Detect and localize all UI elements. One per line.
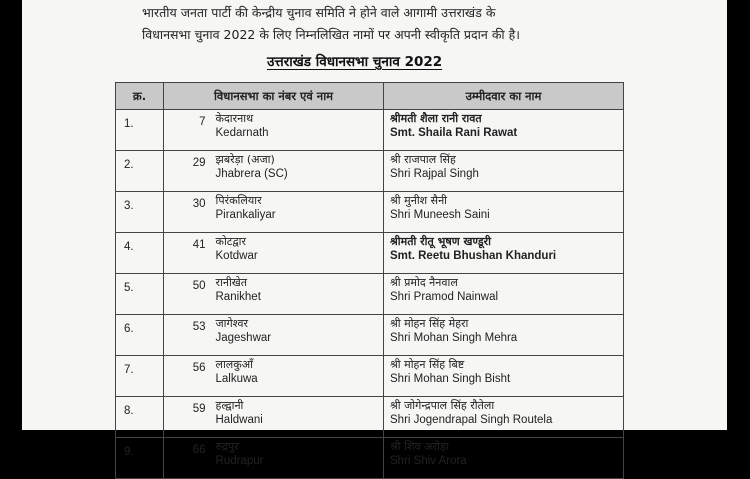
header-constituency: विधानसभा का नंबर एवं नाम	[164, 83, 384, 110]
constituency-number: 30	[164, 192, 210, 233]
intro-paragraph	[142, 2, 732, 46]
constituency-name	[210, 315, 384, 356]
candidate-table	[115, 82, 624, 479]
row-sno: 6.	[116, 315, 164, 356]
constituency-name	[210, 274, 384, 315]
table-row	[116, 356, 624, 397]
row-sno: 3.	[116, 192, 164, 233]
table-row	[116, 110, 624, 151]
constituency-name	[210, 397, 384, 438]
candidate-name	[384, 315, 624, 356]
candidate-name	[384, 233, 624, 274]
table-header-row	[116, 83, 624, 110]
candidate-name-english: Shri Shiv Arora	[390, 455, 467, 467]
constituency-name-hindi: हल्द्वानी	[215, 399, 244, 412]
constituency-number: 7	[164, 110, 210, 151]
row-sno: 9.	[116, 438, 164, 479]
constituency-name-english: Jageshwar	[215, 332, 272, 344]
candidate-name-english: Shri Pramod Nainwal	[390, 291, 499, 303]
candidate-name-hindi: श्री मोहन सिंह मेहरा	[390, 317, 469, 330]
row-sno: 5.	[116, 274, 164, 315]
candidate-name-hindi: श्री प्रमोद नैनवाल	[390, 276, 458, 289]
candidate-name-english: Shri Mohan Singh Mehra	[390, 332, 518, 344]
candidate-name	[384, 438, 624, 479]
constituency-number: 53	[164, 315, 210, 356]
document-page	[22, 0, 727, 467]
constituency-number: 56	[164, 356, 210, 397]
candidate-name	[384, 356, 624, 397]
constituency-name	[210, 233, 384, 274]
table-row	[116, 151, 624, 192]
constituency-name	[210, 110, 384, 151]
constituency-name-hindi: पिरंकलियार	[215, 194, 262, 207]
row-sno: 7.	[116, 356, 164, 397]
row-sno: 1.	[116, 110, 164, 151]
constituency-name-english: Pirankaliyar	[215, 209, 276, 221]
candidate-name-hindi: श्री शिव अरोड़ा	[390, 440, 449, 453]
candidate-name-hindi: श्री मुनीश सैनी	[390, 194, 448, 207]
candidate-name-hindi: श्री जोगेन्द्रपाल सिंह रौतेला	[390, 399, 495, 412]
constituency-number: 41	[164, 233, 210, 274]
row-sno: 4.	[116, 233, 164, 274]
candidate-name	[384, 192, 624, 233]
constituency-name-hindi: रुद्रपुर	[215, 440, 239, 453]
constituency-name-english: Haldwani	[215, 414, 263, 426]
constituency-name-hindi: झबरेड़ा (अजा)	[215, 153, 275, 166]
constituency-name-english: Ranikhet	[215, 291, 261, 303]
candidate-name-hindi: श्री राजपाल सिंह	[390, 153, 456, 166]
constituency-name-english: Kotdwar	[215, 250, 258, 262]
candidate-name-english: Shri Rajpal Singh	[390, 168, 479, 180]
table-row	[116, 233, 624, 274]
candidate-name	[384, 110, 624, 151]
constituency-name-english: Jhabrera (SC)	[215, 168, 288, 180]
table-row	[116, 274, 624, 315]
candidate-name-hindi: श्री मोहन सिंह बिष्ट	[390, 358, 465, 371]
row-sno: 8.	[116, 397, 164, 438]
constituency-number: 50	[164, 274, 210, 315]
constituency-name-english: Kedarnath	[215, 127, 269, 139]
constituency-name	[210, 192, 384, 233]
constituency-name-english: Lalkuwa	[215, 373, 258, 385]
table-row	[116, 438, 624, 479]
constituency-number: 59	[164, 397, 210, 438]
candidate-name-english: Shri Muneesh Saini	[390, 209, 490, 221]
constituency-name	[210, 151, 384, 192]
candidate-name-english: Smt. Shaila Rani Rawat	[390, 127, 518, 139]
candidate-name	[384, 274, 624, 315]
intro-line-2: विधानसभा चुनाव 2022 के लिए निम्नलिखित नामों पर अपनी स्वीकृति प्रदान की है।	[142, 27, 521, 42]
document-title: उत्तराखंड विधानसभा चुनाव 2022	[267, 54, 443, 70]
candidate-name-hindi: श्रीमती शैला रानी रावत	[390, 112, 482, 125]
candidate-name	[384, 397, 624, 438]
candidate-name	[384, 151, 624, 192]
candidate-name-english: Shri Mohan Singh Bisht	[390, 373, 511, 385]
constituency-name-hindi: लालकुआँ	[215, 358, 253, 371]
candidate-name-hindi: श्रीमती रीतू भूषण खण्डूरी	[390, 235, 491, 248]
constituency-name-hindi: रानीखेत	[215, 276, 248, 289]
constituency-name-hindi: केदारनाथ	[215, 112, 254, 125]
table-row	[116, 397, 624, 438]
candidate-name-english: Shri Jogendrapal Singh Routela	[390, 414, 553, 426]
constituency-number: 29	[164, 151, 210, 192]
constituency-name-hindi: कोटद्वार	[215, 235, 247, 248]
constituency-number: 66	[164, 438, 210, 479]
constituency-name	[210, 356, 384, 397]
header-sno: क्र.	[116, 83, 164, 110]
row-sno: 2.	[116, 151, 164, 192]
constituency-name	[210, 438, 384, 479]
candidate-name-english: Smt. Reetu Bhushan Khanduri	[390, 250, 557, 262]
table-row	[116, 192, 624, 233]
header-candidate: उम्मीदवार का नाम	[384, 83, 624, 110]
constituency-name-english: Rudrapur	[215, 455, 264, 467]
constituency-name-hindi: जागेश्वर	[215, 317, 248, 330]
table-row	[116, 315, 624, 356]
intro-line-1: भारतीय जनता पार्टी की केन्द्रीय चुनाव समिति ने होने वाले आगामी उत्तराखंड के	[142, 5, 496, 20]
